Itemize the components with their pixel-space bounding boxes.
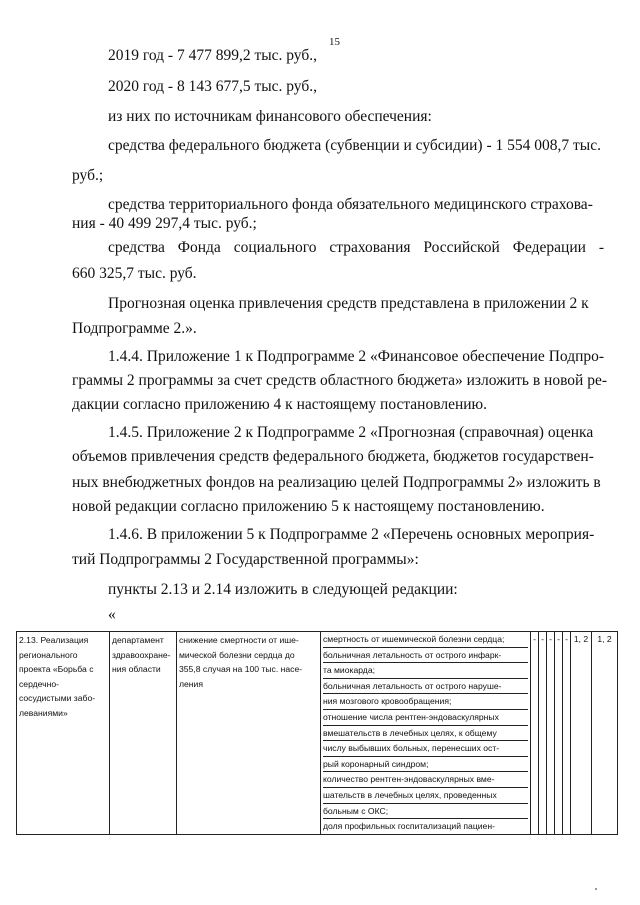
event-cell bbox=[17, 632, 110, 835]
text-line: дакции согласно приложению 4 к настоящему постановлению. bbox=[72, 396, 487, 413]
text-line: Прогнозная оценка привлечения средств представлена в приложении 2 к bbox=[108, 295, 589, 312]
result-cell bbox=[177, 632, 321, 835]
text-line: « bbox=[108, 606, 116, 623]
text-line: 1.4.6. В приложении 5 к Подпрограмме 2 «Перечень основных мероприя- bbox=[108, 526, 595, 543]
text-line: новой редакции согласно приложению 5 к настоящему постановлению. bbox=[72, 498, 545, 515]
result-line: ления bbox=[179, 678, 203, 689]
indicator-line: больничная летальность от острого инфарк- bbox=[323, 648, 528, 664]
text-line: средства территориального фонда обязательного медицинского страхова- bbox=[108, 196, 593, 213]
text-line: средства федерального бюджета (субвенции и субсидии) - 1 554 008,7 тыс. bbox=[108, 137, 601, 154]
text-line: 1.4.4. Приложение 1 к Подпрограмме 2 «Финансовое обеспечение Подпро- bbox=[108, 348, 605, 365]
event-line: сосудистыми забо- bbox=[19, 693, 96, 704]
text-line: средства Фонда социального страхования Российской Федерации - bbox=[108, 239, 604, 256]
scan-mark bbox=[595, 888, 597, 890]
event-line: сердечно- bbox=[19, 678, 60, 689]
flag-cell: - bbox=[531, 632, 539, 835]
flag-cell: - bbox=[539, 632, 547, 835]
text-line: пункты 2.13 и 2.14 изложить в следующей редакции: bbox=[108, 581, 458, 598]
event-line: 2.13. Реализация bbox=[19, 635, 89, 645]
executor-line: ния области bbox=[112, 664, 161, 675]
page-number: 15 bbox=[329, 36, 340, 48]
executor-line: департамент bbox=[112, 635, 164, 645]
text-line: Подпрограмме 2.». bbox=[72, 320, 197, 337]
text-line: 2020 год - 8 143 677,5 тыс. руб., bbox=[108, 78, 317, 95]
result-line: 355,8 случая на 100 тыс. насе- bbox=[179, 664, 303, 675]
text-line: руб.; bbox=[72, 167, 104, 184]
text-line: ния - 40 499 297,4 тыс. руб.; bbox=[72, 215, 257, 232]
flag-cell: - bbox=[563, 632, 571, 835]
text-line: 1.4.5. Приложение 2 к Подпрограмме 2 «Прогнозная (справочная) оценка bbox=[108, 424, 594, 441]
text-line: 2019 год - 7 477 899,2 тыс. руб., bbox=[108, 47, 317, 64]
measures-table bbox=[16, 631, 618, 835]
text-line: из них по источникам финансового обеспечения: bbox=[108, 108, 432, 125]
indicators-cell bbox=[321, 632, 531, 835]
executor-cell bbox=[110, 632, 177, 835]
goal-number-cell: 1, 2 bbox=[592, 632, 618, 835]
result-line: снижение смертности от ише- bbox=[179, 635, 299, 645]
indicator-line: количество рентген-эндоваскулярных вме- bbox=[323, 772, 528, 788]
text-line: граммы 2 программы за счет средств областного бюджета» изложить в новой ре- bbox=[72, 372, 607, 389]
indicator-line: числу выбывших больных, перенесших ост- bbox=[323, 741, 528, 757]
event-line: проекта «Борьба с bbox=[19, 664, 94, 675]
result-line: мической болезни сердца до bbox=[179, 649, 295, 660]
indicator-line: больным с ОКС; bbox=[323, 804, 528, 820]
indicator-line: отношение числа рентген-эндоваскулярных bbox=[323, 710, 528, 726]
event-line: леваниями» bbox=[19, 707, 68, 718]
task-number-cell: 1, 2 bbox=[571, 632, 592, 835]
table-row bbox=[17, 632, 618, 835]
indicator-line: ния мозгового кровообращения; bbox=[323, 694, 528, 710]
indicator-line: смертность от ишемической болезни сердца; bbox=[323, 632, 528, 648]
text-line: 660 325,7 тыс. руб. bbox=[72, 265, 197, 282]
text-line: тий Подпрограммы 2 Государственной программы»: bbox=[72, 551, 419, 568]
executor-line: здравоохране- bbox=[112, 649, 171, 660]
text-line: ных внебюджетных фондов на реализацию целей Подпрограммы 2» изложить в bbox=[72, 474, 601, 491]
text-line: объемов привлечения средств федерального бюджета, бюджетов государствен- bbox=[72, 448, 594, 465]
indicator-line: больничная летальность от острого наруше- bbox=[323, 679, 528, 695]
event-line: регионального bbox=[19, 649, 78, 660]
indicator-line: шательств в лечебных целях, проведенных bbox=[323, 788, 528, 804]
indicator-line: та миокарда; bbox=[323, 663, 528, 679]
indicator-line: рый коронарный синдром; bbox=[323, 757, 528, 773]
flag-cell: - bbox=[555, 632, 563, 835]
indicator-line: вмешательств в лечебных целях, к общему bbox=[323, 726, 528, 742]
flag-cell: - bbox=[547, 632, 555, 835]
indicator-line: доля профильных госпитализаций пациен- bbox=[323, 821, 495, 832]
